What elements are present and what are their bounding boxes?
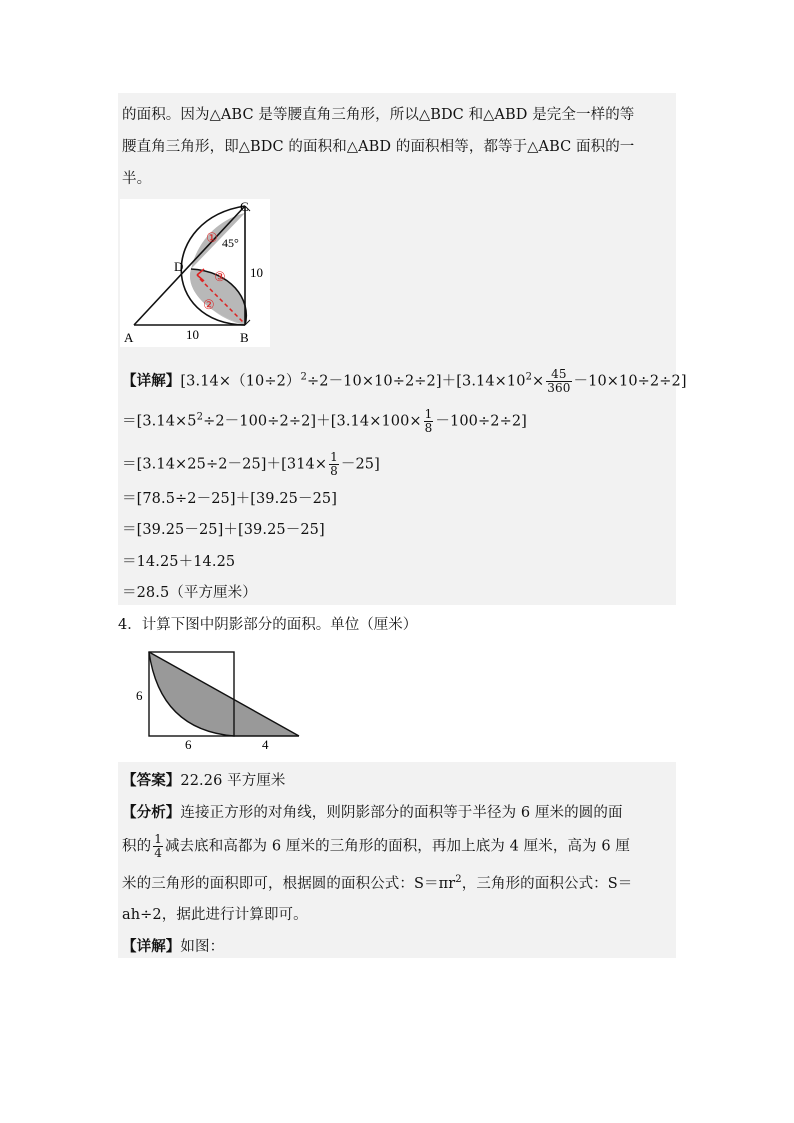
fraction: $\frac{45}{360}$ [547, 367, 571, 395]
figure-square-quarter-circle [130, 645, 305, 755]
region-2-label: ② [203, 297, 215, 312]
detail-line-6: ＝14.25＋14.25 [122, 554, 236, 570]
analysis-line-2: 积的 $\frac{1}{4}$ 减去底和高都为 6 厘米的三角形的面积，再加上底为 4 厘米，高为 6 厘 [122, 832, 630, 860]
answer-tag: 【答案】 [122, 772, 181, 789]
label-base-6: 6 [185, 737, 192, 752]
detail-line-7: ＝28.5（平方厘米） [122, 585, 257, 601]
detail-line-3: ＝[3.14×25÷2－25]＋[314× $\frac{1}{8}$ －25] [122, 450, 380, 478]
analysis-tag: 【分析】 [122, 804, 181, 821]
label-C: C [240, 199, 249, 214]
text-line: 腰直角三角形，即△BDC 的面积和△ABD 的面积相等，都等于△ABC 面积的一 [122, 139, 635, 155]
figure-triangle-semicircle [120, 199, 270, 347]
fraction: $\frac{1}{8}$ [424, 407, 433, 435]
label-angle: 45° [222, 236, 239, 250]
fraction: $\frac{1}{8}$ [330, 450, 338, 478]
detail-line: 【详解】如图： [122, 938, 225, 955]
detail-line-4: ＝[78.5÷2－25]＋[39.25－25] [122, 491, 337, 507]
detail-line-1: 【详解】$[3.14\times(10\div 2)^2\div 2-10\times 10\div 2\div 2]+[3.14\times 10^2\times$ $\frac{45}{360}$ －10×10÷2÷2] [122, 367, 687, 395]
analysis-line-4: ah÷2，据此进行计算即可。 [122, 907, 308, 923]
label-bc: 10 [250, 265, 263, 280]
detail-tag: 【详解】 [122, 372, 181, 390]
solution-block-2 [118, 762, 676, 958]
label-A: A [124, 330, 134, 345]
label-ext-4: 4 [262, 737, 269, 752]
region-3-label: ③ [214, 269, 226, 284]
region-1-label: ① [206, 230, 218, 245]
analysis-line-1: 【分析】连接正方形的对角线，则阴影部分的面积等于半径为 6 厘米的圆的面 [122, 804, 623, 821]
text-line: 半。 [122, 171, 152, 187]
detail-line-2: $=[3.14\times 5^2\div 2-100\div 2\div 2]+[3.14\times 100\times$ $\frac{1}{8}$ －100÷2÷2] [122, 407, 527, 435]
detail-line-5: ＝[39.25－25]＋[39.25－25] [122, 522, 325, 538]
label-B: B [240, 330, 249, 345]
fraction: $\frac{1}{4}$ [154, 832, 162, 860]
label-ab: 10 [186, 327, 199, 342]
detail-tag: 【详解】 [122, 938, 181, 955]
label-D: D [174, 259, 184, 274]
label-side-6: 6 [136, 688, 143, 703]
answer-line: 【答案】22.26 平方厘米 [122, 772, 286, 789]
text-line: 的面积。因为△ABC 是等腰直角三角形，所以△BDC 和△ABD 是完全一样的等 [122, 107, 635, 123]
question-4-title: 4．计算下图中阴影部分的面积。单位（厘米） [118, 617, 418, 633]
analysis-line-3: 米的三角形的面积即可，根据圆的面积公式：$S=\pi r^2$，三角形的面积公式：S＝ [122, 874, 633, 892]
